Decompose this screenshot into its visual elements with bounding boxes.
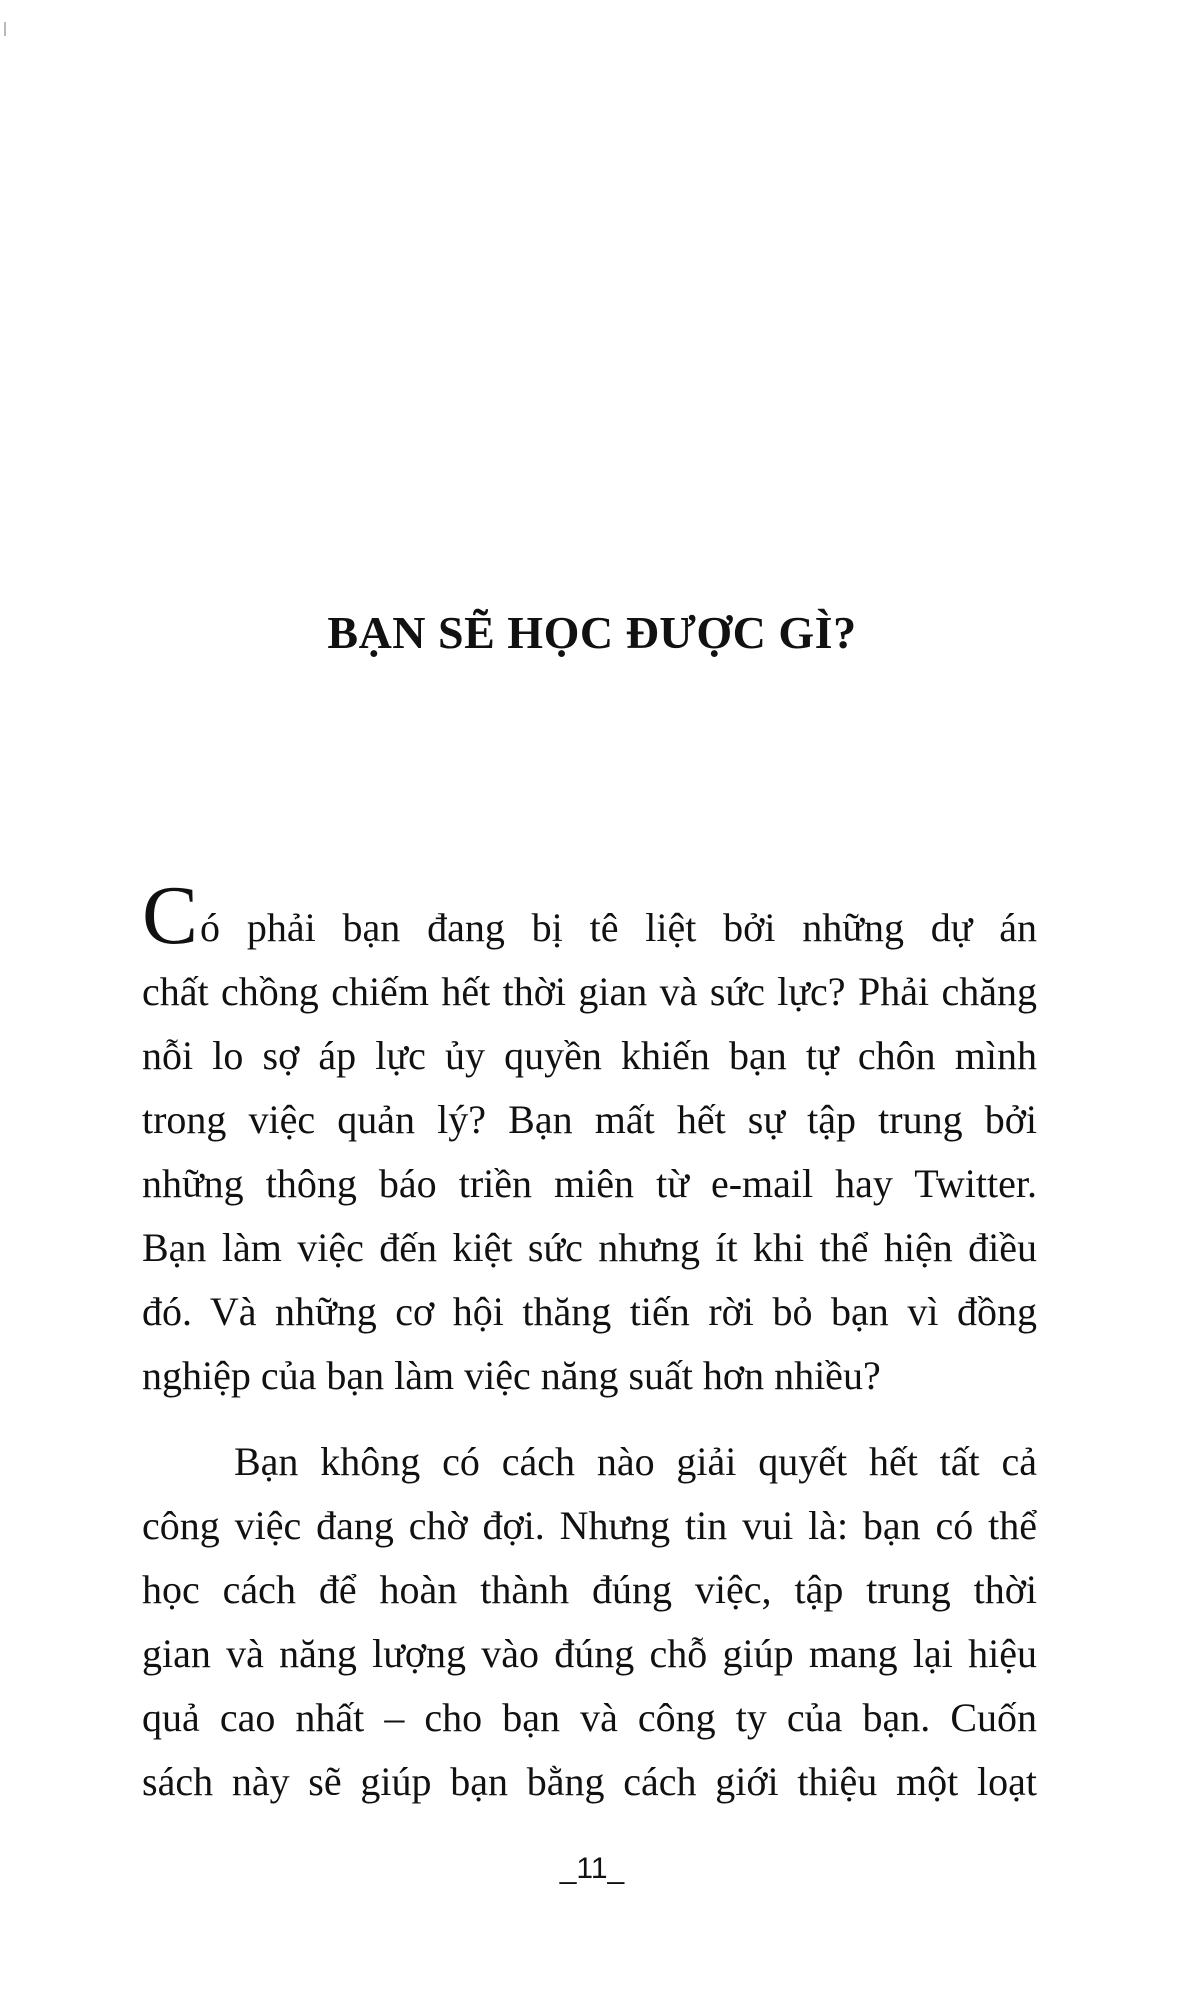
page-number: _11_	[559, 1852, 625, 1885]
drop-cap: C	[142, 869, 199, 962]
paragraph-line: đó. Và những cơ hội thăng tiến rời bỏ bạn vì đồng	[142, 1289, 1037, 1334]
paragraph-line: học cách để hoàn thành đúng việc, tập trung thời	[142, 1567, 1037, 1612]
paragraph-line: gian và năng lượng vào đúng chỗ giúp mang lại hiệu	[142, 1631, 1037, 1676]
paragraph-line: quả cao nhất – cho bạn và công ty của bạn. Cuốn	[142, 1695, 1037, 1740]
chapter-title: BẠN SẼ HỌC ĐƯỢC GÌ?	[327, 607, 857, 658]
scan-speck	[4, 22, 6, 36]
paragraph-line	[142, 869, 1037, 962]
paragraph-line: sách này sẽ giúp bạn bằng cách giới thiệu một loạt	[142, 1759, 1037, 1804]
line-text: ó phải bạn đang bị tê liệt bởi những dự án	[200, 905, 1037, 950]
paragraph-line: chất chồng chiếm hết thời gian và sức lực? Phải chăng	[142, 969, 1037, 1014]
paragraph-line: Bạn làm việc đến kiệt sức nhưng ít khi thể hiện điều	[142, 1225, 1037, 1270]
paragraph-1	[142, 869, 1037, 1408]
paragraph-line: công việc đang chờ đợi. Nhưng tin vui là: bạn có thể	[142, 1503, 1037, 1548]
paragraph-line: những thông báo triền miên từ e-mail hay Twitter.	[142, 1161, 1037, 1206]
paragraph-line: trong việc quản lý? Bạn mất hết sự tập trung bởi	[142, 1097, 1037, 1142]
paragraph-line: Bạn không có cách nào giải quyết hết tất cả	[234, 1439, 1037, 1484]
paragraph-line: nỗi lo sợ áp lực ủy quyền khiến bạn tự chôn mình	[142, 1033, 1037, 1078]
paragraph-line: nghiệp của bạn làm việc năng suất hơn nhiều?	[142, 1353, 881, 1398]
paragraph-2	[142, 1430, 1037, 1814]
